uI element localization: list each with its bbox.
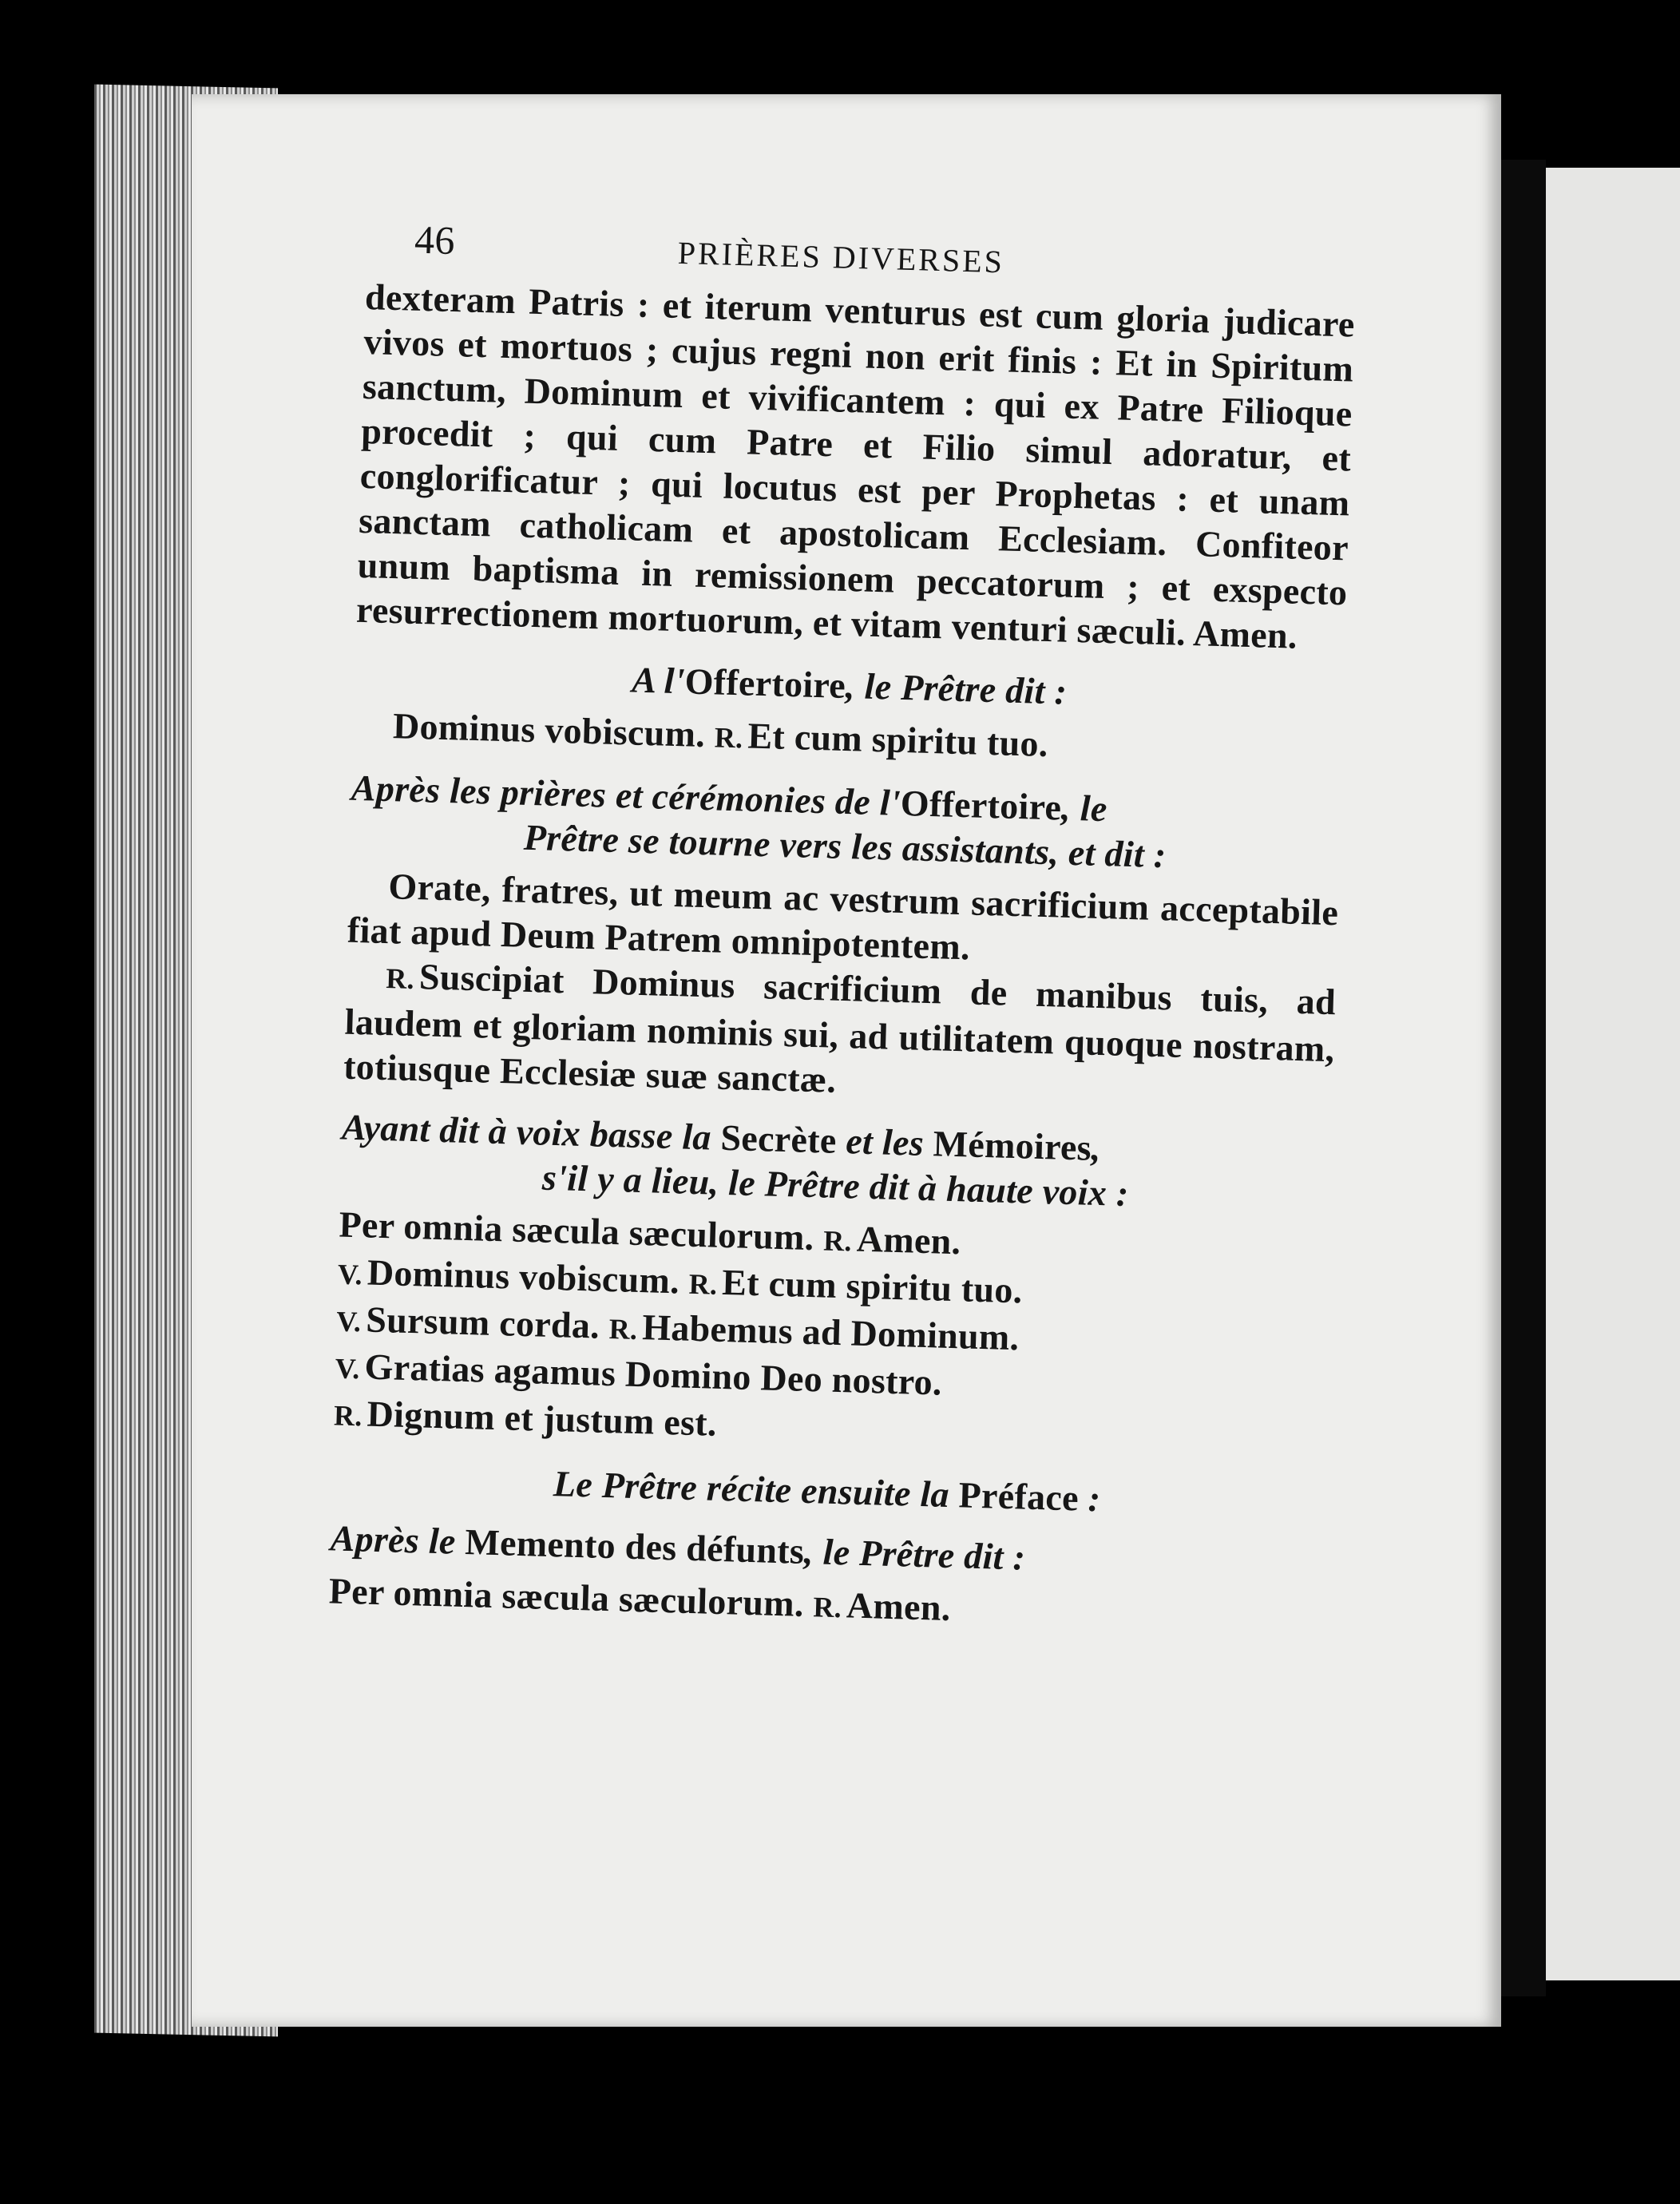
versicle-text: Dominus vobiscum.	[392, 705, 706, 755]
rubric-text: Après le	[330, 1517, 466, 1563]
preface-dialogue	[333, 1203, 1329, 1466]
versicle-mark: V.	[335, 1352, 361, 1385]
rubric-secrete	[340, 1105, 1333, 1223]
rubric-text: Offertoire	[684, 660, 846, 706]
response-mark: R.	[812, 1591, 842, 1624]
rubric-text: , le	[1060, 787, 1108, 830]
rubric-text: s'il y a lieu, le Prêtre dit à haute voix :	[541, 1156, 1130, 1215]
rubric-text: Préface	[957, 1474, 1080, 1519]
response-text: Et cum spiritu tuo.	[721, 1261, 1024, 1311]
rubric-text: Offertoire	[900, 782, 1062, 828]
response-text: Suscipiat Dominus sacrificium de manibus tuis, ad laudem et gloriam nominis sui, ad utilitatem quoque nostram, totiusque Ecclesiæ suæ sanctæ.	[343, 956, 1337, 1100]
page-number: 46	[414, 216, 456, 264]
running-head: PRIÈRES DIVERSES	[677, 234, 1005, 280]
rubric-text: Memento des défunts	[464, 1521, 805, 1572]
rubric-text: ,	[1091, 1127, 1102, 1169]
response-mark: R.	[608, 1313, 638, 1346]
rubric-text: Ayant dit à voix basse la	[341, 1106, 722, 1158]
rubric-text: A l'	[631, 659, 686, 702]
page-text-block	[328, 216, 1357, 1643]
rubric-text: Secrète	[719, 1116, 838, 1161]
rubric-text: , le Prêtre dit :	[803, 1530, 1026, 1578]
orate-fratres-paragraph: Orate, fratres, ut meum ac vestrum sacrificium acceptabile fiat apud Deum Patrem omnipotentem.	[347, 866, 1339, 968]
response-text: Amen.	[856, 1218, 962, 1263]
rubric-apres-offertoire	[350, 766, 1342, 883]
rubric-text: Mémoires	[933, 1123, 1092, 1168]
response-mark: R.	[688, 1267, 718, 1301]
versicle-text: Gratias agamus Domino Deo nostro.	[364, 1346, 943, 1403]
suscipiat-paragraph	[343, 953, 1336, 1117]
rubric-text: Prêtre se tourne vers les assistants, et dit :	[523, 816, 1167, 876]
rubric-text: , le Prêtre dit :	[845, 664, 1068, 712]
response-mark: R.	[822, 1224, 853, 1258]
versicle-mark: V.	[335, 1305, 362, 1338]
response-text: Habemus ad Dominum.	[641, 1306, 1020, 1358]
rubric-text: et les	[835, 1120, 934, 1164]
response-text: Dignum et justum est.	[367, 1393, 718, 1444]
versicle-text: Per omnia sæcula sæculorum.	[328, 1570, 805, 1624]
versicle-mark: V.	[337, 1258, 363, 1291]
response-text: Amen.	[846, 1584, 952, 1629]
facing-page	[1541, 168, 1680, 1980]
rubric-preface	[331, 1455, 1322, 1528]
versicle-text: Per omnia sæcula sæculorum.	[339, 1203, 815, 1259]
response-mark: R.	[385, 962, 415, 996]
response-mark: R.	[714, 721, 743, 755]
book-gutter	[1501, 160, 1546, 1996]
response-mark: R.	[333, 1399, 363, 1433]
rubric-text: Après les prières et cérémonies de l'	[351, 767, 901, 823]
credo-paragraph: dexteram Patris : et iterum venturus est cum gloria judicare vivos et mortuos ; cujus regni non erit finis : Et in Spiritum sanctum, Dominum et vivificantem : qui ex Patre Filioque procedit ; qui cum Patre et Filio simul adoratur, et conglorificatur ; qui locutus est per Prophetas : et unam sanctam catholicam et apostolicam Ecclesiam. Confiteor unum baptisma in remissionem peccatorum ; et exspecto resurrectionem mortuorum, et vitam venturi sæculi. Amen.	[355, 276, 1356, 656]
rubric-text: Le Prêtre récite ensuite la	[553, 1463, 960, 1516]
rubric-text: :	[1078, 1477, 1101, 1520]
response-text: Et cum spiritu tuo.	[747, 715, 1049, 765]
versicle-text: Dominus vobiscum.	[367, 1251, 680, 1302]
versicle-text: Sursum corda.	[365, 1298, 600, 1346]
